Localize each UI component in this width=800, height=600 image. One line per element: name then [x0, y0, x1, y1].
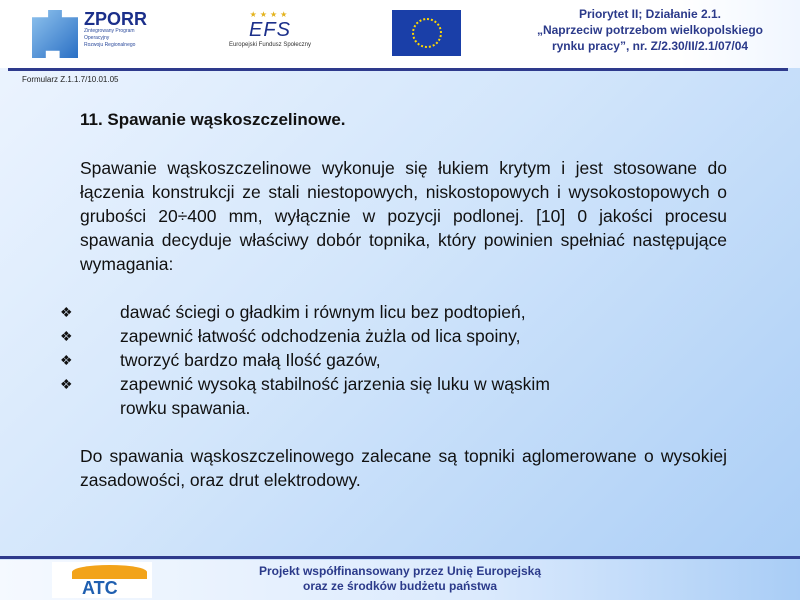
efs-logo-text: EFS: [249, 19, 291, 41]
diamond-bullet-icon: ❖: [60, 352, 73, 368]
zporr-subtitle: Rozwoju Regionalnego: [84, 42, 136, 48]
efs-caption: Europejski Fundusz Społeczny: [228, 42, 312, 48]
footer-divider: [0, 556, 800, 559]
priority-info: [520, 6, 780, 54]
priority-line: Priorytet II; Działanie 2.1.: [578, 7, 722, 21]
zporr-title: ZPORR: [84, 9, 147, 29]
footer-line: oraz ze środków budżetu państwa: [302, 579, 498, 593]
footer-text: [200, 564, 600, 594]
list-item: [60, 348, 727, 372]
eu-flag-icon: [392, 10, 461, 56]
priority-line: rynku pracy”, nr. Z/2.30/II/2.1/07/04: [551, 39, 749, 53]
section-title: 11. Spawanie wąskoszczelinowe.: [80, 110, 346, 129]
atc-logo-text: ATC: [82, 578, 118, 598]
form-label: Formularz Z.1.1.7/10.01.05: [22, 75, 119, 84]
list-item-text: tworzyć bardzo małą Ilość gazów,: [120, 350, 381, 370]
atc-logo: [52, 562, 152, 598]
main-content: [60, 108, 727, 492]
efs-logo: [225, 10, 315, 48]
diamond-bullet-icon: ❖: [60, 328, 73, 344]
list-item-text: zapewnić łatwość odchodzenia żużla od lica spoiny,: [120, 326, 521, 346]
diamond-bullet-icon: ❖: [60, 304, 73, 320]
conclusion-paragraph: Do spawania wąskoszczelinowego zalecane są topniki aglomerowane o wysokiej zasadowości, oraz drut elektrodowy.: [80, 446, 727, 490]
zporr-subtitle: Zintegrowany Program: [84, 28, 135, 34]
priority-line: „Naprzeciw potrzebom wielkopolskiego: [536, 23, 764, 37]
list-item: [60, 324, 727, 348]
requirements-list: [60, 300, 727, 420]
header-divider: [8, 68, 788, 71]
list-item: [60, 300, 727, 324]
list-item-text: zapewnić wysoką stabilność jarzenia się luku w wąskim rowku spawania.: [120, 374, 550, 418]
zporr-logo: [32, 10, 147, 58]
list-item-text: dawać ściegi o gładkim i równym licu bez podtopień,: [120, 302, 526, 322]
stars-icon: ★★★★: [249, 10, 291, 19]
header: [0, 0, 800, 68]
zporr-subtitle: Operacyjny: [84, 35, 110, 41]
footer: [0, 560, 800, 600]
intro-paragraph: Spawanie wąskoszczelinowe wykonuje się łukiem krytym i jest stosowane do łączenia konstrukcji ze stali niestopowych, niskostopowych i wysokostopowych o grubości 20÷400 mm, wyłącznie w pozycji podlonej. [10] 0 jakości procesu spawania decyduje właściwy dobór topnika, który powinien spełniać następujące wymagania:: [80, 158, 727, 274]
footer-line: Projekt współfinansowany przez Unię Europejską: [258, 564, 542, 578]
puzzle-icon: [32, 10, 78, 58]
list-item: [60, 372, 727, 420]
diamond-bullet-icon: ❖: [60, 376, 73, 392]
